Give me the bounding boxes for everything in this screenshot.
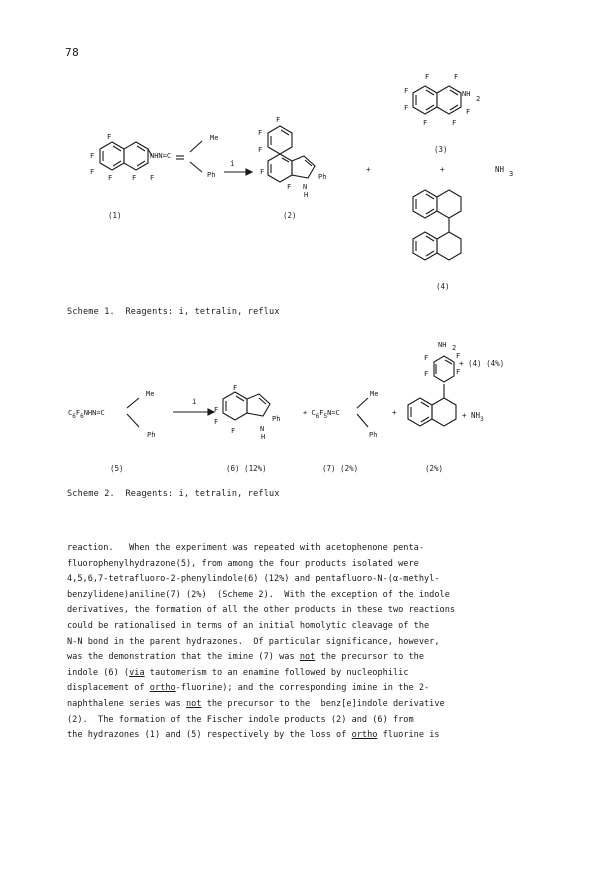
atom-f: F xyxy=(276,116,281,124)
hydrazone-linker: NHN=C xyxy=(150,152,172,160)
body-line: was the demonstration that the imine (7) was not the precursor to the xyxy=(67,652,425,663)
amino-group: NH xyxy=(438,341,447,349)
atom-me: Me xyxy=(146,390,155,398)
body-line: N-N bond in the parent hydrazones. Of particular significance, however, xyxy=(67,636,440,647)
atom-f: F xyxy=(90,152,95,160)
emphasis-underline: via xyxy=(129,667,145,678)
atom-ph: Ph xyxy=(147,431,156,439)
body-line: (2). The formation of the Fischer indole products (2) and (6) from xyxy=(67,714,414,725)
ammonia: NH xyxy=(495,165,505,174)
atom-f: F xyxy=(214,406,219,414)
atom-f: F xyxy=(108,174,113,182)
atom-f: F xyxy=(214,418,219,426)
atom-f: F xyxy=(404,87,409,95)
atom-f: F xyxy=(231,427,236,435)
byproduct-4-yield: + (4) (4%) xyxy=(459,359,505,368)
scheme-2-caption: Scheme 2. Reagents: i, tetralin, reflux xyxy=(67,489,280,499)
compound-2-structure xyxy=(268,126,315,182)
atom-h: H xyxy=(261,433,266,441)
atom-f: F xyxy=(423,119,428,127)
atom-f: F xyxy=(258,129,263,137)
atom-f: F xyxy=(233,384,238,392)
body-line: reaction. When the experiment was repeated with acetophenone penta- xyxy=(67,543,424,553)
compound-6-structure xyxy=(223,392,270,420)
body-line: indole (6) (via tautomerism to an enamine followed by nucleophilic xyxy=(67,667,409,678)
emphasis-underline: not xyxy=(299,652,316,663)
compound-3-structure xyxy=(413,86,461,114)
atom-f: F xyxy=(466,108,471,116)
atom-f: F xyxy=(456,352,461,360)
atom-ph: Ph xyxy=(369,431,378,439)
atom-me: Me xyxy=(370,390,379,398)
atom-f: F xyxy=(404,104,409,112)
compound-label: (6) (12%) xyxy=(226,464,267,473)
atom-f: F xyxy=(107,133,112,141)
body-line: 4,5,6,7-tetrafluoro-2-phenylindole(6) (12%) and pentafluoro-N-(α-methyl- xyxy=(67,574,440,585)
atom-f: F xyxy=(424,370,429,378)
body-paragraph xyxy=(67,541,547,744)
atom-h: H xyxy=(304,191,309,199)
compound-label: (3) xyxy=(434,145,448,154)
atom-me: Me xyxy=(210,134,219,142)
atom-ph: Ph xyxy=(272,415,281,423)
atom-ph: Ph xyxy=(207,171,216,179)
ammonia: + $NH_3$ xyxy=(462,411,484,423)
reactant-formula: C6F6NHN=C xyxy=(68,409,105,420)
emphasis-underline: not xyxy=(186,698,202,709)
imine-formula: + C6F5N=C xyxy=(303,409,340,420)
scheme-2-figure xyxy=(0,330,593,490)
atom-f: F xyxy=(424,354,429,362)
ammonia-subscript: 3 xyxy=(509,170,514,178)
body-line: benzylidene)aniline(7) (2%) (Scheme 2). With the exception of the indole xyxy=(67,589,450,600)
atom-f: F xyxy=(260,168,265,176)
atom-f: F xyxy=(287,183,292,191)
emphasis-underline: ortho xyxy=(149,683,176,694)
body-line: naphthalene series was not the precursor to the benz[e]indole derivative xyxy=(67,698,445,709)
atom-n: N xyxy=(303,183,308,191)
body-line: derivatives, the formation of all the other products in these two reactions xyxy=(67,605,456,616)
compound-label: (4) xyxy=(436,282,450,291)
compound-label: (2) xyxy=(283,211,297,220)
atom-f: F xyxy=(452,119,457,127)
atom-ph: Ph xyxy=(318,173,327,181)
page-number: 78 xyxy=(65,46,80,59)
compound-label: (7) (2%) xyxy=(322,464,359,473)
compound-label: (5) xyxy=(110,464,124,473)
atom-f: F xyxy=(456,368,461,376)
body-line: fluorophenylhydrazone(5), from among the four products isolated were xyxy=(67,558,419,569)
compound-label: (2%) xyxy=(425,464,444,473)
body-line: displacement of ortho-fluorine); and the corresponding imine in the 2- xyxy=(67,683,430,694)
aryl-tetralin-structure xyxy=(408,356,456,426)
reagent-arrow-label: i xyxy=(230,159,235,168)
plus-sign: + xyxy=(366,165,371,174)
atom-f: F xyxy=(150,174,155,182)
atom-f: F xyxy=(425,73,430,81)
atom-f: F xyxy=(454,73,459,81)
compound-4-structure xyxy=(413,190,461,260)
scheme-1-figure xyxy=(0,0,593,300)
body-line: the hydrazones (1) and (5) respectively by the loss of ortho fluorine is xyxy=(67,730,440,741)
emphasis-underline: ortho xyxy=(351,730,378,741)
atom-f: F xyxy=(90,168,95,176)
plus-sign: + xyxy=(392,408,397,417)
atom-f: F xyxy=(132,174,137,182)
amino-group: NH xyxy=(462,90,471,98)
reagent-arrow-label: i xyxy=(192,397,197,406)
amino-subscript: 2 xyxy=(452,344,457,352)
compound-label: (1) xyxy=(108,211,122,220)
atom-f: F xyxy=(258,146,263,154)
amino-subscript: 2 xyxy=(476,95,481,103)
body-line: could be rationalised in terms of an initial homolytic cleavage of the xyxy=(67,620,430,631)
scheme-1-caption: Scheme 1. Reagents: i, tetralin, reflux xyxy=(67,307,280,317)
plus-sign: + xyxy=(440,165,445,174)
atom-n: N xyxy=(260,425,265,433)
